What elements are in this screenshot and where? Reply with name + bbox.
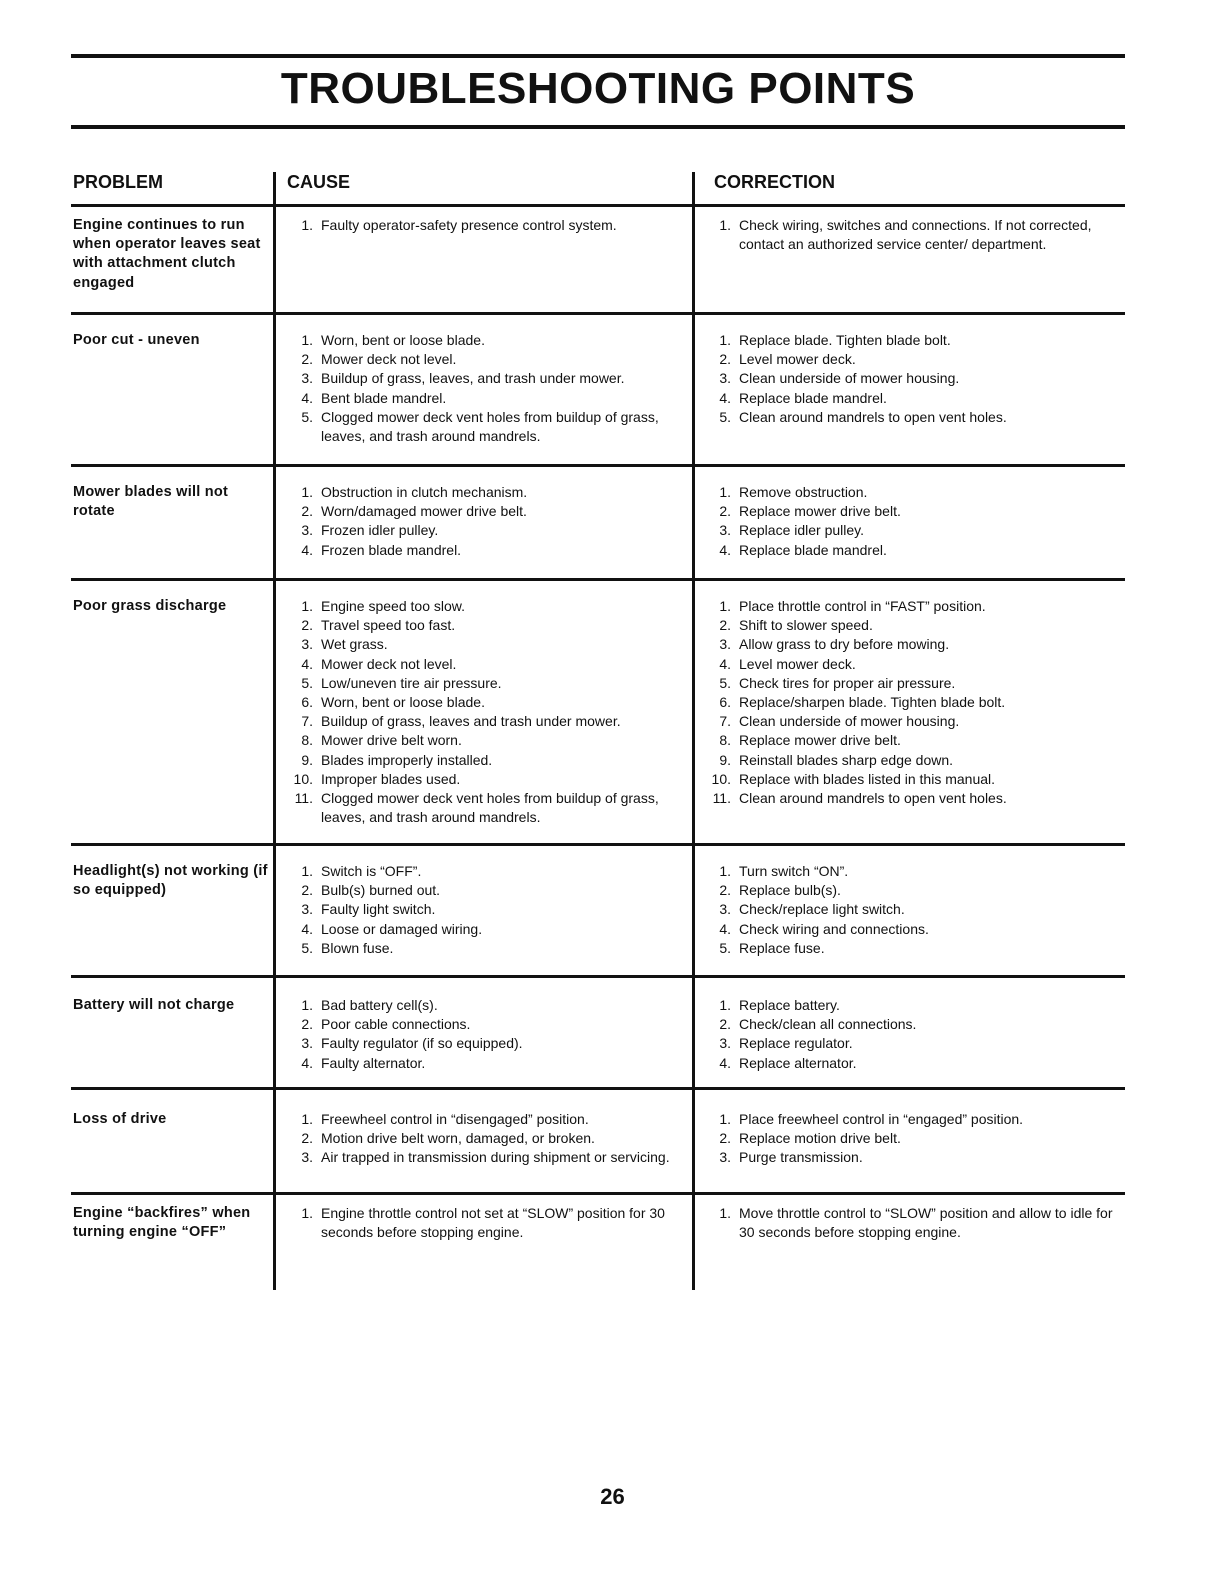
item-text: Replace battery. <box>739 997 840 1013</box>
cause-item <box>281 635 686 654</box>
item-number: 2. <box>301 617 313 634</box>
item-text: Replace bulb(s). <box>739 882 841 899</box>
item-text: Poor cable connections. <box>321 1016 471 1033</box>
item-number: 3. <box>719 901 731 918</box>
cause-item <box>281 655 686 674</box>
header-rule <box>71 204 1125 207</box>
correction-item <box>699 1204 1124 1242</box>
cause-item <box>281 1054 686 1073</box>
item-number: 3. <box>719 370 731 387</box>
cause-list <box>281 862 686 958</box>
problem-text: Engine continues to run when operator leaves seat with attachment clutch engaged <box>73 217 261 291</box>
row-separator <box>71 464 1125 467</box>
item-number: 5. <box>301 939 313 956</box>
item-text: Blown fuse. <box>321 939 394 956</box>
item-text: Clogged mower deck vent holes from buildup of grass, leaves, and trash around mandrels. <box>321 790 659 826</box>
item-number: 1. <box>301 217 313 233</box>
item-text: Switch is “OFF”. <box>321 863 422 879</box>
item-text: Clean underside of mower housing. <box>739 713 960 730</box>
item-number: 1. <box>301 863 313 879</box>
row-separator <box>71 975 1125 978</box>
item-number: 1. <box>719 863 731 879</box>
correction-item <box>699 881 1124 900</box>
cause-item <box>281 408 686 446</box>
correction-item <box>699 1015 1124 1034</box>
correction-list <box>699 1110 1124 1168</box>
item-number: 6. <box>301 694 313 711</box>
item-text: Replace fuse. <box>739 939 825 956</box>
cause-list <box>281 996 686 1073</box>
correction-item <box>699 674 1124 693</box>
item-text: Motion drive belt worn, damaged, or broken. <box>321 1130 595 1147</box>
item-number: 3. <box>301 636 313 653</box>
item-number: 2. <box>301 1130 313 1147</box>
item-number: 4. <box>301 1054 313 1071</box>
item-number: 2. <box>301 882 313 899</box>
item-number: 1. <box>719 332 731 348</box>
problem-text: Loss of drive <box>73 1111 167 1127</box>
cause-item <box>281 616 686 635</box>
correction-item <box>699 862 1124 881</box>
cause-item <box>281 862 686 881</box>
item-number: 2. <box>301 351 313 368</box>
correction-list <box>699 1204 1124 1242</box>
cause-item <box>281 1129 686 1148</box>
item-number: 1. <box>301 997 313 1013</box>
cause-column-header: CAUSE <box>287 172 351 192</box>
item-number: 2. <box>719 503 731 520</box>
cause-item <box>281 1204 686 1242</box>
correction-item <box>699 597 1124 616</box>
item-text: Level mower deck. <box>739 351 856 368</box>
item-text: Replace blade. Tighten blade bolt. <box>739 332 951 348</box>
item-text: Obstruction in clutch mechanism. <box>321 484 528 500</box>
item-text: Turn switch “ON”. <box>739 863 849 879</box>
item-text: Clean around mandrels to open vent holes. <box>739 408 1007 425</box>
cause-list <box>281 483 686 560</box>
item-text: Buildup of grass, leaves, and trash under mower. <box>321 370 625 387</box>
item-text: Replace alternator. <box>739 1054 857 1071</box>
correction-item <box>699 996 1124 1015</box>
item-text: Allow grass to dry before mowing. <box>739 636 950 653</box>
correction-list <box>699 483 1124 560</box>
item-text: Place throttle control in “FAST” position. <box>739 598 986 614</box>
problem-text: Poor grass discharge <box>73 598 227 614</box>
row-separator <box>71 1087 1125 1090</box>
item-number: 7. <box>301 713 313 730</box>
item-text: Place freewheel control in “engaged” position. <box>739 1111 1024 1127</box>
item-text: Shift to slower speed. <box>739 617 873 634</box>
correction-item <box>699 1148 1124 1167</box>
item-number: 8. <box>719 732 731 749</box>
item-text: Replace blade mandrel. <box>739 389 887 406</box>
item-number: 3. <box>719 1149 731 1166</box>
item-text: Clogged mower deck vent holes from buildup of grass, leaves, and trash around mandrels. <box>321 408 659 445</box>
problem-text: Mower blades will not rotate <box>73 484 229 520</box>
cause-list <box>281 331 686 446</box>
row-separator <box>71 312 1125 315</box>
item-text: Purge transmission. <box>739 1149 863 1166</box>
item-number: 1. <box>301 598 313 614</box>
item-text: Replace blade mandrel. <box>739 541 887 558</box>
item-text: Check wiring and connections. <box>739 920 929 937</box>
item-text: Bad battery cell(s). <box>321 997 438 1013</box>
item-text: Worn, bent or loose blade. <box>321 694 485 711</box>
cause-item <box>281 712 686 731</box>
item-text: Low/uneven tire air pressure. <box>321 674 502 691</box>
item-text: Faulty alternator. <box>321 1054 426 1071</box>
item-text: Check/replace light switch. <box>739 901 905 918</box>
item-text: Replace mower drive belt. <box>739 503 901 520</box>
item-number: 7. <box>719 713 731 730</box>
page-title: TROUBLESHOOTING POINTS <box>280 64 916 113</box>
cause-item <box>281 483 686 502</box>
item-text: Check tires for proper air pressure. <box>739 674 956 691</box>
correction-item <box>699 502 1124 521</box>
top-rule <box>71 54 1125 58</box>
item-text: Clean around mandrels to open vent holes. <box>739 790 1007 807</box>
item-text: Engine throttle control not set at “SLOW” position for 30 seconds before stopping engine. <box>321 1205 665 1241</box>
correction-item <box>699 541 1124 560</box>
item-text: Frozen idler pulley. <box>321 522 439 539</box>
correction-item <box>699 1054 1124 1073</box>
cause-item <box>281 939 686 958</box>
item-number: 4. <box>719 655 731 672</box>
cause-item <box>281 996 686 1015</box>
item-number: 2. <box>301 1016 313 1033</box>
cause-item <box>281 1110 686 1129</box>
item-text: Replace regulator. <box>739 1035 853 1052</box>
item-text: Faulty light switch. <box>321 901 436 918</box>
cause-item <box>281 920 686 939</box>
title-rule <box>71 125 1125 129</box>
item-number: 10. <box>711 770 731 787</box>
correction-item <box>699 350 1124 369</box>
item-number: 3. <box>301 370 313 387</box>
row-separator <box>71 843 1125 846</box>
item-text: Check wiring, switches and connections. If not corrected, contact an authorized service center/ department. <box>739 217 1092 253</box>
correction-item <box>699 731 1124 750</box>
cause-item <box>281 674 686 693</box>
problem-column-header: PROBLEM <box>73 172 163 192</box>
correction-column-header: CORRECTION <box>714 172 835 192</box>
correction-item <box>699 939 1124 958</box>
correction-list <box>699 862 1124 958</box>
item-text: Clean underside of mower housing. <box>739 370 960 387</box>
item-number: 2. <box>719 617 731 634</box>
cause-item <box>281 881 686 900</box>
item-text: Wet grass. <box>321 636 388 653</box>
item-number: 3. <box>719 636 731 653</box>
correction-list <box>699 216 1124 254</box>
item-number: 3. <box>301 901 313 918</box>
cause-item <box>281 597 686 616</box>
item-number: 9. <box>301 751 313 768</box>
cause-item <box>281 693 686 712</box>
problem-text: Poor cut - uneven <box>73 332 200 348</box>
item-number: 2. <box>719 351 731 368</box>
item-number: 2. <box>301 503 313 520</box>
cause-item <box>281 389 686 408</box>
item-text: Replace idler pulley. <box>739 522 865 539</box>
item-text: Travel speed too fast. <box>321 617 456 634</box>
correction-item <box>699 712 1124 731</box>
item-number: 5. <box>301 674 313 691</box>
correction-item <box>699 900 1124 919</box>
item-number: 5. <box>719 408 731 425</box>
item-number: 1. <box>719 997 731 1013</box>
item-text: Mower drive belt worn. <box>321 732 462 749</box>
item-number: 5. <box>301 408 313 425</box>
item-text: Blades improperly installed. <box>321 751 493 768</box>
item-number: 1. <box>301 1111 313 1127</box>
column-divider-correction <box>692 172 695 1290</box>
cause-item <box>281 369 686 388</box>
item-number: 3. <box>301 1035 313 1052</box>
correction-item <box>699 751 1124 770</box>
item-text: Reinstall blades sharp edge down. <box>739 751 954 768</box>
item-number: 1. <box>719 217 731 233</box>
cause-item <box>281 502 686 521</box>
item-number: 5. <box>719 674 731 691</box>
item-text: Frozen blade mandrel. <box>321 541 462 558</box>
correction-list <box>699 597 1124 808</box>
item-number: 1. <box>719 598 731 614</box>
item-text: Mower deck not level. <box>321 351 457 368</box>
correction-item <box>699 693 1124 712</box>
cause-item <box>281 1015 686 1034</box>
item-text: Improper blades used. <box>321 770 461 787</box>
item-number: 1. <box>301 1205 313 1221</box>
cause-item <box>281 350 686 369</box>
item-number: 6. <box>719 694 731 711</box>
item-text: Bent blade mandrel. <box>321 389 447 406</box>
correction-item <box>699 331 1124 350</box>
item-number: 4. <box>301 389 313 406</box>
item-number: 9. <box>719 751 731 768</box>
item-text: Move throttle control to “SLOW” position and allow to idle for 30 seconds before stopping engine. <box>739 1205 1113 1241</box>
item-text: Level mower deck. <box>739 655 856 672</box>
item-number: 5. <box>719 939 731 956</box>
item-text: Replace mower drive belt. <box>739 732 901 749</box>
item-text: Engine speed too slow. <box>321 598 465 614</box>
cause-item <box>281 1034 686 1053</box>
item-number: 2. <box>719 1016 731 1033</box>
item-number: 4. <box>301 920 313 937</box>
cause-item <box>281 731 686 750</box>
item-text: Faulty regulator (if so equipped). <box>321 1035 523 1052</box>
row-separator <box>71 578 1125 581</box>
item-text: Air trapped in transmission during shipment or servicing. <box>321 1149 670 1166</box>
correction-item <box>699 635 1124 654</box>
correction-item <box>699 408 1124 427</box>
item-text: Worn/damaged mower drive belt. <box>321 503 527 520</box>
item-text: Check/clean all connections. <box>739 1016 917 1033</box>
correction-item <box>699 789 1124 808</box>
item-text: Faulty operator-safety presence control system. <box>321 217 617 233</box>
item-text: Bulb(s) burned out. <box>321 882 441 899</box>
item-number: 1. <box>301 484 313 500</box>
cause-item <box>281 1148 686 1167</box>
item-text: Mower deck not level. <box>321 655 457 672</box>
cause-item <box>281 900 686 919</box>
correction-item <box>699 521 1124 540</box>
item-number: 3. <box>301 522 313 539</box>
correction-item <box>699 655 1124 674</box>
item-number: 1. <box>719 1111 731 1127</box>
correction-item <box>699 483 1124 502</box>
item-text: Remove obstruction. <box>739 484 868 500</box>
item-number: 11. <box>294 790 313 807</box>
item-number: 8. <box>301 732 313 749</box>
item-number: 1. <box>719 1205 731 1221</box>
problem-text: Battery will not charge <box>73 997 235 1013</box>
item-text: Replace motion drive belt. <box>739 1130 901 1147</box>
cause-list <box>281 597 686 827</box>
correction-item <box>699 389 1124 408</box>
item-number: 2. <box>719 1130 731 1147</box>
item-number: 2. <box>719 882 731 899</box>
problem-text: Headlight(s) not working (if so equipped) <box>73 863 268 899</box>
item-text: Replace with blades listed in this manual. <box>739 770 996 787</box>
item-number: 10. <box>293 770 313 787</box>
cause-item <box>281 331 686 350</box>
correction-item <box>699 216 1124 254</box>
cause-item <box>281 521 686 540</box>
item-number: 4. <box>719 389 731 406</box>
problem-text: Engine “backfires” when turning engine “OFF” <box>73 1205 251 1241</box>
item-number: 3. <box>719 1035 731 1052</box>
page-number: 26 <box>600 1484 625 1509</box>
cause-list <box>281 1204 686 1242</box>
correction-item <box>699 1129 1124 1148</box>
cause-item <box>281 770 686 789</box>
item-text: Loose or damaged wiring. <box>321 920 483 937</box>
item-text: Freewheel control in “disengaged” position. <box>321 1111 589 1127</box>
item-number: 1. <box>719 484 731 500</box>
item-number: 4. <box>719 920 731 937</box>
correction-item <box>699 1110 1124 1129</box>
item-number: 1. <box>301 332 313 348</box>
item-number: 3. <box>719 522 731 539</box>
item-text: Buildup of grass, leaves and trash under mower. <box>321 713 621 730</box>
item-number: 4. <box>301 541 313 558</box>
item-number: 3. <box>301 1149 313 1166</box>
row-separator <box>71 1192 1125 1195</box>
correction-list <box>699 996 1124 1073</box>
cause-list <box>281 216 686 235</box>
correction-item <box>699 920 1124 939</box>
correction-item <box>699 369 1124 388</box>
item-text: Worn, bent or loose blade. <box>321 332 485 348</box>
item-number: 4. <box>301 655 313 672</box>
cause-item <box>281 789 686 827</box>
correction-list <box>699 331 1124 427</box>
item-text: Replace/sharpen blade. Tighten blade bolt. <box>739 694 1006 711</box>
cause-item <box>281 541 686 560</box>
cause-item <box>281 751 686 770</box>
item-number: 4. <box>719 541 731 558</box>
column-divider-cause <box>273 172 276 1290</box>
correction-item <box>699 1034 1124 1053</box>
cause-item <box>281 216 686 235</box>
item-number: 4. <box>719 1054 731 1071</box>
item-number: 11. <box>712 790 731 807</box>
correction-item <box>699 616 1124 635</box>
correction-item <box>699 770 1124 789</box>
cause-list <box>281 1110 686 1168</box>
